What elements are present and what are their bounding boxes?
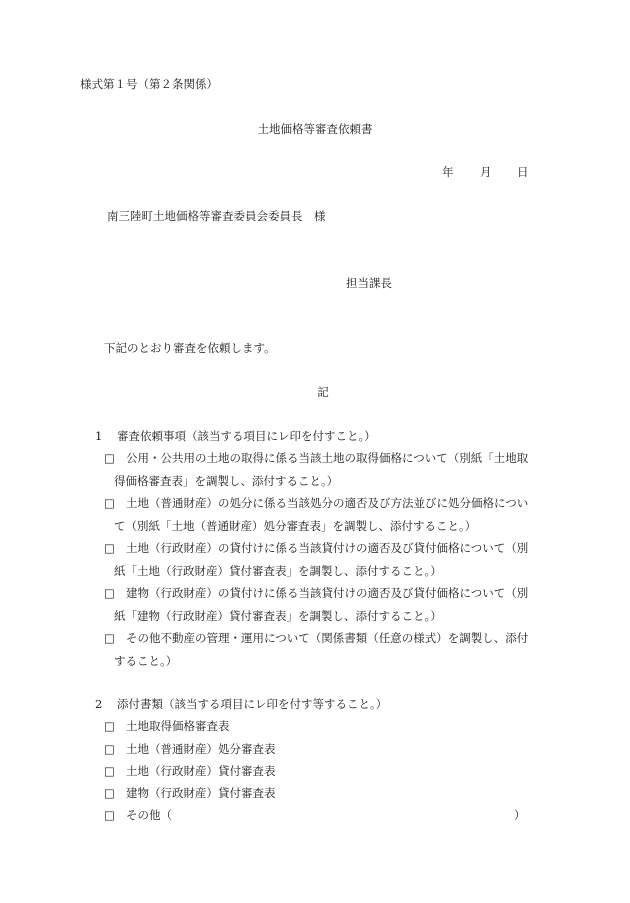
section1-item [104, 543, 554, 588]
item-line1: 土地（普通財産）の処分に係る当該処分の適否及び方法並びに処分価格につい [126, 496, 529, 510]
addressee: 南三陸町土地価格等審査委員会委員長 様 [107, 209, 326, 223]
checkbox-icon[interactable]: □ [104, 808, 115, 822]
item-line1: 公用・公共用の土地の取得に係る当該土地の取得価格について（別紙「土地取 [126, 451, 529, 465]
checkbox-icon[interactable]: □ [104, 742, 115, 756]
section1-item [104, 498, 554, 543]
item-line2: 紙「建物（行政財産）貸付審査表」を調製し、添付すること。） [114, 608, 442, 623]
other-paren-close: ） [514, 808, 526, 822]
section2-item [104, 810, 554, 833]
ki-heading: 記 [317, 385, 329, 399]
item-line1: その他不動産の管理・運用について（関係書類（任意の様式）を調製し、添付 [126, 631, 529, 645]
section2-heading-text: 添付書類（該当する項目にレ印を付す等すること。） [117, 697, 388, 711]
date-line [0, 167, 630, 181]
section1-item [104, 633, 554, 678]
attachment-label-other: その他（ [126, 808, 172, 822]
checkbox-icon[interactable]: □ [104, 719, 115, 733]
date-month-label: 月 [480, 165, 492, 179]
checkbox-icon[interactable]: □ [104, 586, 115, 600]
attachment-label: 土地（行政財産）貸付審査表 [126, 764, 276, 778]
checkbox-icon[interactable]: □ [104, 631, 115, 645]
section1-number: 1 [95, 429, 103, 443]
section2-number: 2 [95, 697, 103, 711]
checkbox-icon[interactable]: □ [104, 764, 115, 778]
section1-heading [95, 431, 376, 443]
item-line1: 土地（行政財産）の貸付けに係る当該貸付けの適否及び貸付価格について（別 [126, 541, 529, 555]
item-line2: すること。） [114, 653, 178, 668]
attachment-label: 土地（普通財産）処分審査表 [126, 742, 276, 756]
item-line2: て（別紙「土地（普通財産）処分審査表」を調製し、添付すること。） [114, 518, 477, 533]
attachment-label: 建物（行政財産）貸付審査表 [126, 786, 276, 800]
sender: 担当課長 [346, 276, 392, 290]
checkbox-icon[interactable]: □ [104, 541, 115, 555]
date-day-label: 日 [517, 165, 529, 179]
attachment-label: 土地取得価格審査表 [126, 719, 230, 733]
item-line2: 紙「土地（行政財産）貸付審査表」を調製し、添付すること。） [114, 563, 442, 578]
checkbox-icon[interactable]: □ [104, 451, 115, 465]
section1-heading-text: 審査依頼事項（該当する項目にレ印を付すこと。） [117, 429, 376, 443]
section1-item [104, 453, 554, 498]
item-line1: 建物（行政財産）の貸付けに係る当該貸付けの適否及び貸付価格について（別 [126, 586, 529, 600]
item-line2: 得価格審査表」を調製し、添付すること。） [114, 473, 339, 488]
section1-item [104, 588, 554, 633]
form-number: 様式第１号（第２条関係） [80, 77, 218, 91]
checkbox-icon[interactable]: □ [104, 786, 115, 800]
section2-item [104, 721, 554, 744]
document-title: 土地価格等審査依頼書 [257, 122, 373, 136]
date-year-label: 年 [442, 165, 454, 179]
section2-heading [95, 699, 387, 711]
intro-text: 下記のとおり審査を依頼します。 [104, 341, 276, 355]
checkbox-icon[interactable]: □ [104, 496, 115, 510]
